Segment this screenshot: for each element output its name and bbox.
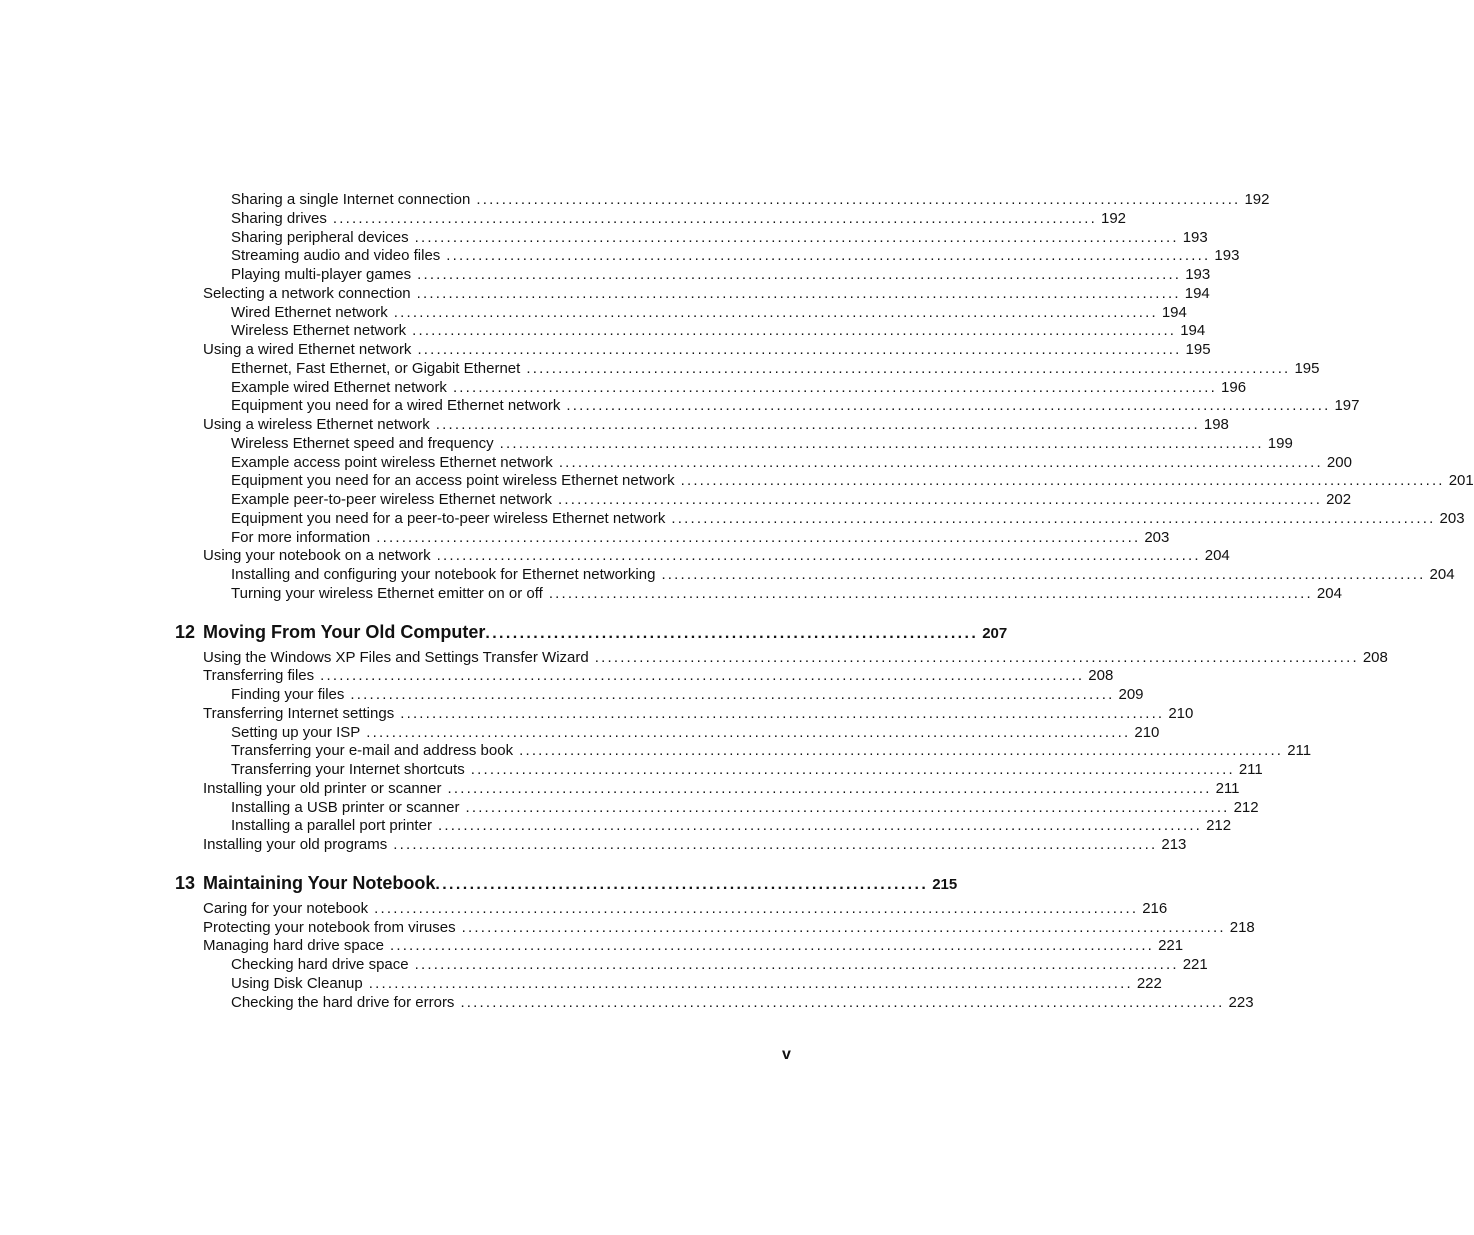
toc-entry-page-number: 203	[1144, 528, 1170, 546]
toc-entry-title: Installing a parallel port printer	[231, 817, 432, 835]
toc-entry[interactable]	[203, 836, 1187, 855]
toc-entry[interactable]	[231, 228, 1208, 248]
toc-entry-title: Using a wired Ethernet network	[203, 341, 412, 358]
toc-section-maintaining	[0, 899, 1255, 1013]
toc-entry-title: Equipment you need for an access point wireless Ethernet network	[231, 472, 675, 490]
toc-section-moving	[0, 648, 1388, 855]
toc-entry[interactable]	[231, 209, 1127, 229]
toc-entry[interactable]	[203, 341, 1211, 360]
toc-entry-page-number: 199	[1267, 434, 1293, 452]
toc-entry-page-number: 221	[1158, 937, 1184, 955]
toc-entry-title: Example wired Ethernet network	[231, 378, 447, 396]
toc-entry-title: Using a wireless Ethernet network	[203, 416, 430, 433]
toc-entry-title: Transferring your Internet shortcuts	[231, 761, 465, 778]
toc-entry-title: Selecting a network connection	[203, 284, 411, 302]
toc-entry-page-number: 194	[1161, 303, 1187, 321]
toc-entry[interactable]	[231, 761, 1263, 780]
toc-entry-page-number: 212	[1206, 817, 1232, 835]
toc-entry-page-number: 193	[1182, 228, 1208, 246]
toc-entry-page-number: 193	[1214, 247, 1240, 265]
toc-entry[interactable]	[231, 956, 1208, 975]
toc-entry-title: Streaming audio and video files	[231, 247, 441, 265]
toc-entry-title: Sharing peripheral devices	[231, 228, 409, 246]
toc-entry[interactable]	[203, 416, 1229, 435]
leader-dots: ........................................................................................................................	[376, 528, 1141, 546]
toc-entry-page-number: 216	[1142, 899, 1168, 917]
leader-dots: ........................................................................................................................	[436, 547, 1201, 565]
toc-entry-title: Transferring Internet settings	[203, 704, 395, 722]
chapter-title: Moving From Your Old Computer	[203, 621, 486, 642]
toc-entry-title: Sharing a single Internet connection	[231, 191, 471, 208]
toc-entry[interactable]	[231, 397, 1360, 416]
toc-entry-title: Transferring files	[203, 667, 315, 685]
chapter-heading-12[interactable]	[175, 619, 1008, 645]
toc-entry-page-number: 222	[1136, 974, 1162, 992]
toc-entry[interactable]	[203, 779, 1240, 799]
chapter-page-number: 207	[982, 624, 1008, 642]
toc-section-networking	[0, 191, 1474, 604]
toc-entry[interactable]	[231, 686, 1144, 705]
toc-entry-page-number: 223	[1228, 993, 1254, 1011]
leader-dots: ........................................................................................................................	[437, 817, 1203, 835]
toc-entry[interactable]	[231, 798, 1259, 818]
toc-entry-page-number: 200	[1326, 453, 1352, 471]
page-number-footer: v	[782, 1046, 791, 1063]
leader-dots: ........................................................................................................................	[332, 209, 1097, 227]
leader-dots: ........................................................................................................................	[447, 779, 1212, 797]
leader-dots: ........................................................................................................................	[414, 956, 1179, 973]
toc-entry[interactable]	[231, 584, 1342, 604]
toc-entry-title: Installing and configuring your notebook for Ethernet networking	[231, 566, 656, 583]
leader-dots: ........................................................................................................................	[558, 453, 1323, 471]
toc-entry-page-number: 202	[1326, 491, 1352, 508]
toc-entry-title: Checking the hard drive for errors	[231, 993, 455, 1011]
leader-dots: ........................................................................................................................	[671, 509, 1436, 527]
leader-dots: ........................................................................................................................	[452, 378, 1218, 396]
leader-dots: ........................................................................	[435, 875, 929, 893]
toc-entry-title: Wireless Ethernet speed and frequency	[231, 434, 494, 452]
toc-entry-page-number: 212	[1233, 798, 1259, 816]
toc-entry[interactable]	[231, 974, 1162, 994]
toc-entry[interactable]	[231, 266, 1211, 285]
toc-entry-page-number: 194	[1184, 284, 1210, 302]
toc-entry[interactable]	[203, 937, 1184, 956]
toc-entry-page-number: 210	[1168, 704, 1194, 722]
leader-dots: ........................................................................................................................	[680, 472, 1445, 490]
leader-dots: ........................................................................................................................	[389, 937, 1155, 955]
leader-dots: ........................................................................................................................	[557, 491, 1323, 508]
leader-dots: ........................................................................................................................	[417, 341, 1182, 358]
toc-entry-title: Installing your old printer or scanner	[203, 779, 442, 797]
toc-entry-title: Installing a USB printer or scanner	[231, 798, 460, 816]
toc-entry-title: Wired Ethernet network	[231, 303, 388, 321]
toc-entry[interactable]	[231, 472, 1474, 491]
leader-dots: ........................................................................................................................	[476, 191, 1241, 208]
toc-entry[interactable]	[231, 434, 1293, 454]
leader-dots: ........................................................................................................................	[368, 974, 1133, 992]
toc-entry[interactable]	[203, 918, 1255, 938]
chapter-number: 12	[175, 621, 196, 642]
toc-entry-page-number: 208	[1088, 667, 1114, 685]
toc-entry[interactable]	[231, 491, 1352, 510]
leader-dots: ........................................................................................................................	[393, 836, 1158, 853]
leader-dots: ........................................................................................................................	[566, 397, 1331, 415]
toc-entry-title: Setting up your ISP	[231, 723, 361, 741]
toc-entry[interactable]	[231, 378, 1247, 398]
toc-entry-page-number: 209	[1118, 686, 1144, 703]
toc-entry[interactable]	[231, 993, 1254, 1013]
leader-dots: ........................................................................................................................	[374, 899, 1139, 917]
leader-dots: ........................................................................................................................	[350, 686, 1115, 703]
toc-entry-page-number: 197	[1334, 397, 1360, 415]
leader-dots: ........................................................................................................................	[470, 761, 1235, 778]
toc-entry-page-number: 196	[1221, 378, 1247, 396]
leader-dots: ........................................................................................................................	[412, 322, 1177, 340]
toc-entry-page-number: 198	[1203, 416, 1229, 433]
chapter-heading-13[interactable]	[175, 870, 958, 896]
toc-entry-title: Turning your wireless Ethernet emitter on or off	[231, 584, 543, 602]
toc-entry[interactable]	[231, 742, 1312, 761]
toc-entry[interactable]	[203, 899, 1168, 919]
toc-entry-title: Sharing drives	[231, 209, 327, 227]
toc-entry[interactable]	[231, 453, 1352, 473]
toc-entry-title: Managing hard drive space	[203, 937, 384, 955]
chapter-title: Maintaining Your Notebook	[203, 872, 436, 893]
leader-dots: ........................................................................................................................	[446, 247, 1211, 265]
leader-dots: ........................................................................................................................	[435, 416, 1200, 433]
leader-dots: ........................................................................	[485, 624, 979, 642]
toc-entry-title: Example access point wireless Ethernet network	[231, 453, 553, 471]
toc-entry[interactable]	[231, 191, 1270, 210]
toc-entry-page-number: 204	[1204, 547, 1230, 565]
leader-dots: ........................................................................................................................	[320, 667, 1085, 685]
toc-entry[interactable]	[231, 566, 1455, 585]
toc-entry-page-number: 195	[1185, 341, 1211, 358]
toc-entry-title: Protecting your notebook from viruses	[203, 918, 456, 936]
leader-dots: ........................................................................................................................	[594, 648, 1359, 666]
leader-dots: ........................................................................................................................	[393, 303, 1158, 321]
toc-entry-page-number: 218	[1229, 918, 1255, 936]
toc-entry-page-number: 194	[1180, 322, 1206, 340]
toc-entry[interactable]	[231, 303, 1187, 323]
toc-entry[interactable]	[231, 322, 1206, 341]
leader-dots: ........................................................................................................................	[414, 228, 1179, 246]
toc-entry[interactable]	[231, 817, 1232, 836]
toc-entry-title: Equipment you need for a peer-to-peer wireless Ethernet network	[231, 509, 666, 527]
toc-entry-title: Using Disk Cleanup	[231, 974, 363, 992]
toc-entry-title: Ethernet, Fast Ethernet, or Gigabit Ethernet	[231, 359, 521, 377]
toc-entry[interactable]	[231, 723, 1160, 743]
toc-entry-page-number: 213	[1161, 836, 1187, 853]
toc-entry-title: Caring for your notebook	[203, 899, 369, 917]
toc-entry-page-number: 204	[1429, 566, 1455, 583]
toc-entry[interactable]	[231, 528, 1170, 548]
toc-entry-page-number: 195	[1294, 359, 1320, 377]
toc-entry-title: Checking hard drive space	[231, 956, 409, 973]
toc-entry-title: Using the Windows XP Files and Settings Transfer Wizard	[203, 648, 589, 666]
toc-entry-title: Playing multi-player games	[231, 266, 412, 283]
toc-entry[interactable]	[203, 284, 1210, 304]
toc-entry[interactable]	[203, 648, 1388, 668]
toc-entry-page-number: 201	[1448, 472, 1474, 490]
toc-entry-page-number: 203	[1439, 509, 1465, 527]
toc-entry[interactable]	[203, 704, 1194, 724]
toc-entry-title: For more information	[231, 528, 371, 546]
toc-entry[interactable]	[231, 359, 1320, 379]
leader-dots: ........................................................................................................................	[465, 798, 1230, 816]
chapter-number: 13	[175, 872, 196, 893]
leader-dots: ........................................................................................................................	[519, 742, 1284, 760]
leader-dots: ........................................................................................................................	[366, 723, 1131, 741]
toc-entry-title: Installing your old programs	[203, 836, 388, 853]
leader-dots: ........................................................................................................................	[417, 266, 1182, 283]
toc-entry[interactable]	[231, 247, 1240, 266]
toc-entry-page-number: 211	[1287, 742, 1312, 760]
toc-entry-page-number: 193	[1185, 266, 1211, 283]
leader-dots: ........................................................................................................................	[460, 993, 1225, 1011]
toc-entry[interactable]	[203, 667, 1114, 686]
leader-dots: ........................................................................................................................	[499, 434, 1264, 452]
toc-entry-title: Equipment you need for a wired Ethernet network	[231, 397, 561, 415]
toc-entry-page-number: 208	[1362, 648, 1388, 666]
toc-entry-page-number: 192	[1101, 209, 1127, 227]
toc-entry-page-number: 210	[1134, 723, 1160, 741]
toc-entry-page-number: 204	[1316, 584, 1342, 602]
toc-entry-title: Transferring your e-mail and address book	[231, 742, 514, 760]
leader-dots: ........................................................................................................................	[548, 584, 1313, 602]
toc-entry-page-number: 192	[1244, 191, 1270, 208]
toc-entry[interactable]	[231, 509, 1465, 529]
toc-entry-title: Using your notebook on a network	[203, 547, 431, 565]
leader-dots: ........................................................................................................................	[416, 284, 1181, 302]
toc-entry-title: Finding your files	[231, 686, 345, 703]
toc-entry-page-number: 211	[1238, 761, 1263, 778]
chapter-page-number: 215	[932, 875, 958, 893]
toc-entry-title: Example peer-to-peer wireless Ethernet network	[231, 491, 552, 508]
leader-dots: ........................................................................................................................	[400, 704, 1165, 722]
leader-dots: ........................................................................................................................	[461, 918, 1226, 936]
toc-entry-page-number: 211	[1215, 779, 1240, 797]
toc-entry-page-number: 221	[1182, 956, 1208, 973]
leader-dots: ........................................................................................................................	[526, 359, 1291, 377]
table-of-contents	[0, 191, 1474, 1012]
toc-entry[interactable]	[203, 547, 1230, 566]
toc-entry-title: Wireless Ethernet network	[231, 322, 407, 340]
leader-dots: ........................................................................................................................	[661, 566, 1426, 583]
